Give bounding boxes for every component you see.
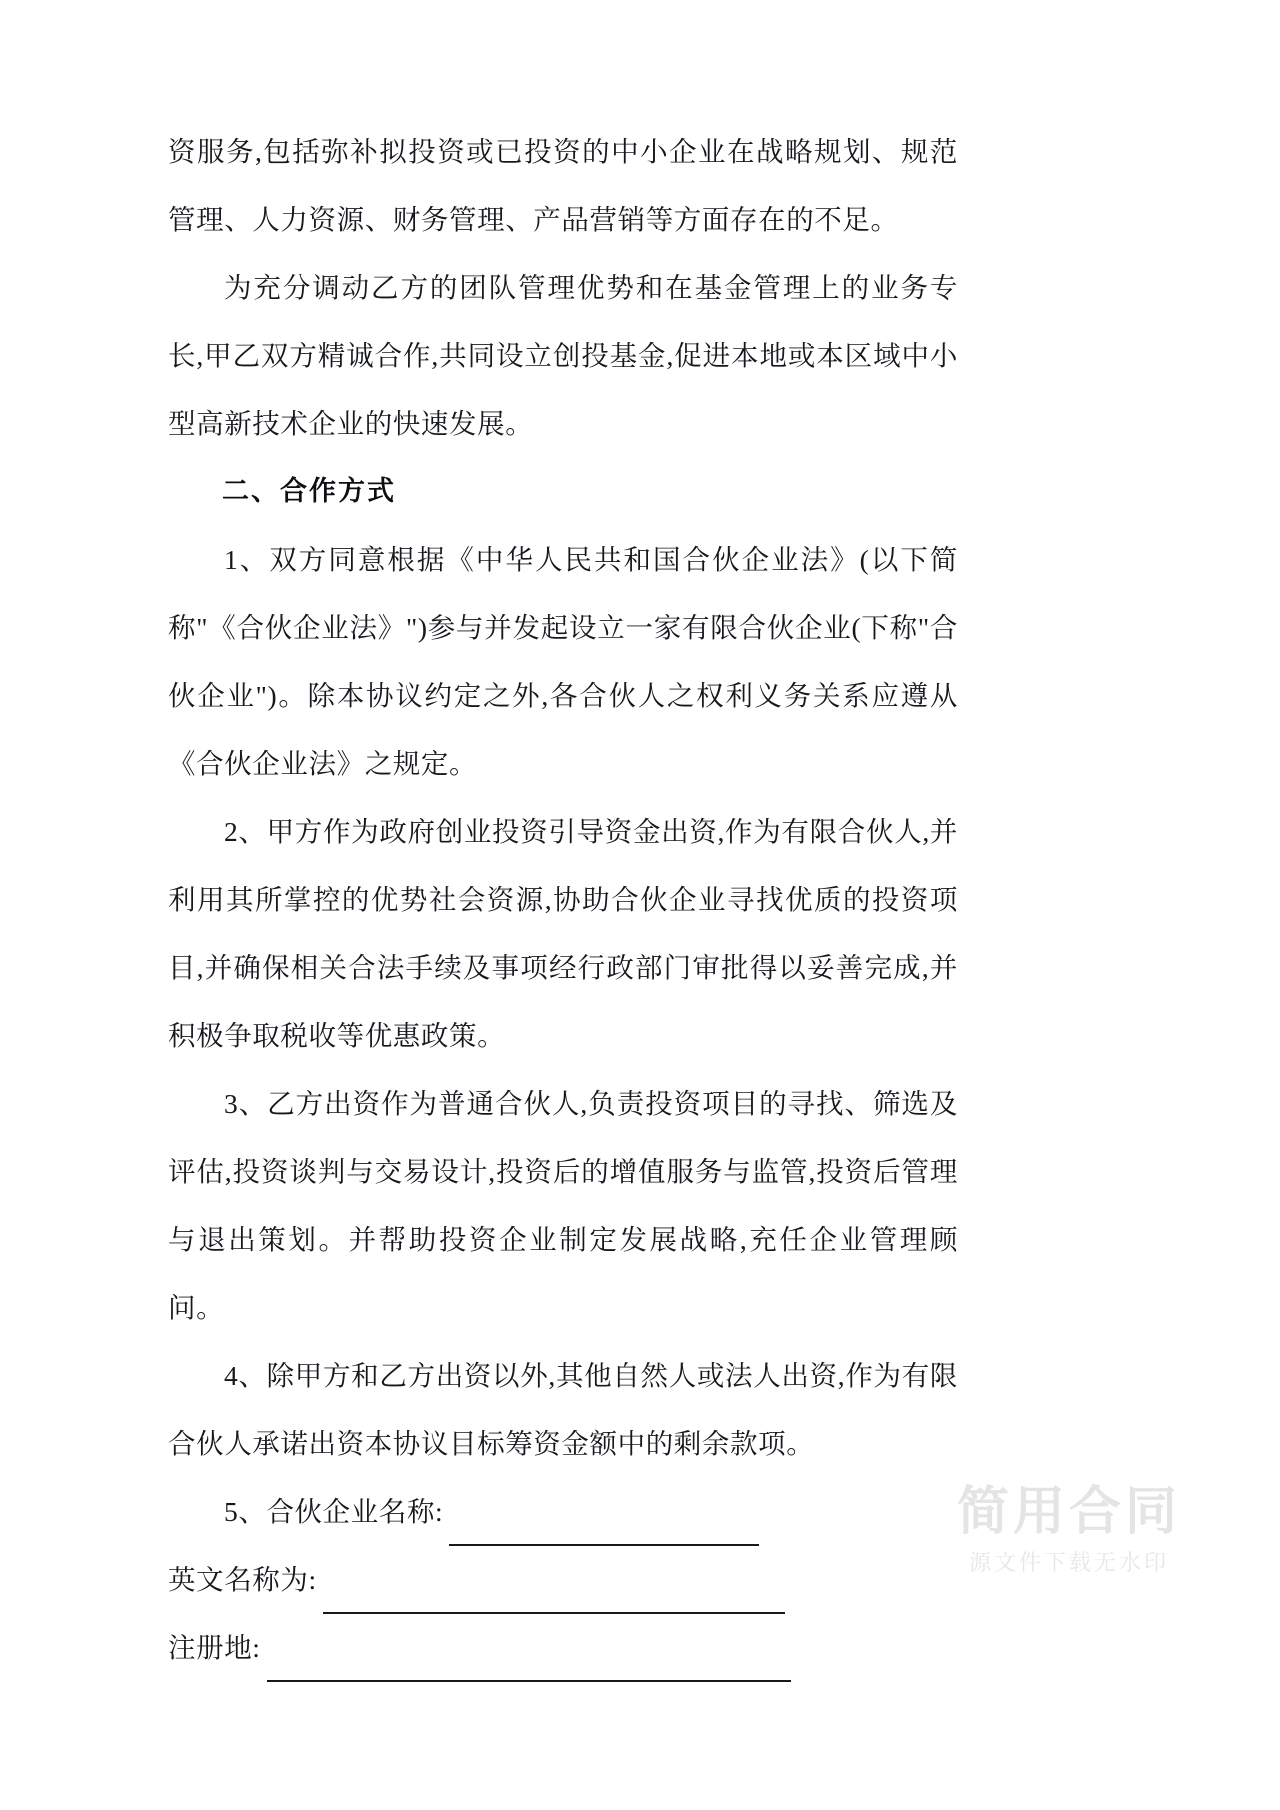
clause-item-4: 4、除甲方和乙方出资以外,其他自然人或法人出资,作为有限合伙人承诺出资本协议目标筹资金额中的剩余款项。 [168,1360,958,1459]
clause-item-2: 2、甲方作为政府创业投资引导资金出资,作为有限合伙人,并利用其所掌控的优势社会资源,协助合伙企业寻找优质的投资项目,并确保相关合法手续及事项经行政部门审批得以妥善完成,并积极争取税收等优惠政策。 [168,816,958,1051]
field-partnership-name-label: 5、合伙企业名称: [224,1496,444,1527]
watermark-title: 简用合同 [956,1482,1181,1543]
field-english-name-label: 英文名称为: [168,1564,317,1595]
document-body [168,118,958,1682]
field-registration-place-input[interactable] [267,1634,791,1682]
field-partnership-name-row [168,1478,958,1546]
watermark-subtitle: 源文件下载无水印 [968,1551,1169,1576]
paragraph-purpose: 为充分调动乙方的团队管理优势和在基金管理上的业务专长,甲乙双方精诚合作,共同设立创投基金,促进本地或本区域中小型高新技术企业的快速发展。 [168,272,958,439]
field-english-name-input[interactable] [323,1566,785,1614]
field-english-name-row [168,1546,958,1614]
field-registration-place-row [168,1614,958,1682]
clause-item-3: 3、乙方出资作为普通合伙人,负责投资项目的寻找、筛选及评估,投资谈判与交易设计,投资后的增值服务与监管,投资后管理与退出策划。并帮助投资企业制定发展战略,充任企业管理顾问。 [168,1088,958,1323]
clause-item-1: 1、双方同意根据《中华人民共和国合伙企业法》(以下简称"《合伙企业法》")参与并发起设立一家有限合伙企业(下称"合伙企业")。除本协议约定之外,各合伙人之权利义务关系应遵从《合伙企业法》之规定。 [168,544,958,779]
field-registration-place-label: 注册地: [168,1632,261,1663]
section-heading-cooperation-method: 二、合作方式 [222,476,396,507]
field-partnership-name-input[interactable] [449,1498,759,1546]
paragraph-intro-continued: 资服务,包括弥补拟投资或已投资的中小企业在战略规划、规范管理、人力资源、财务管理、产品营销等方面存在的不足。 [168,136,958,235]
